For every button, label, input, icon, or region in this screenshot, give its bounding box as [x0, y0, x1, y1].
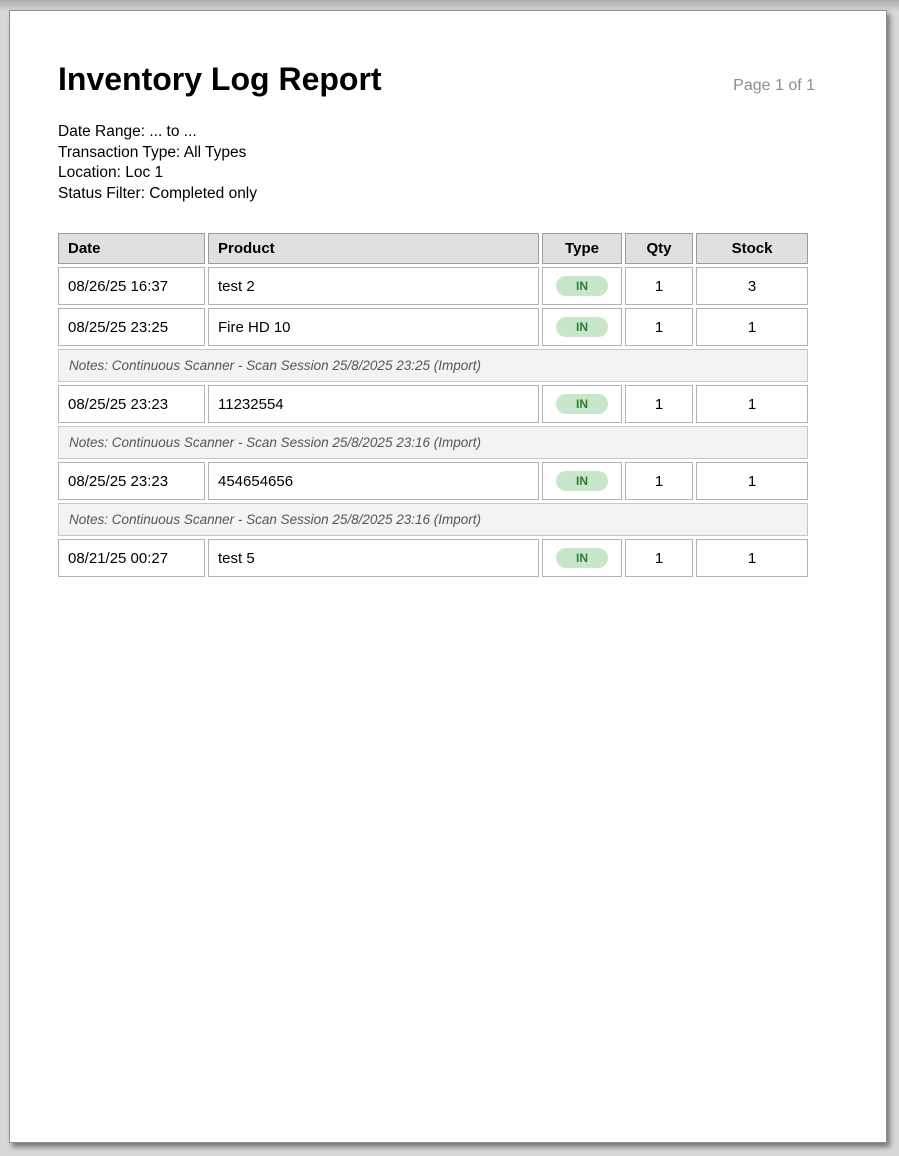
cell-product: 11232554: [208, 385, 539, 423]
column-header-qty: Qty: [625, 233, 693, 264]
page-title: Inventory Log Report: [58, 61, 382, 97]
column-header-date: Date: [58, 233, 205, 264]
cell-stock: 3: [696, 267, 808, 305]
type-badge-in: IN: [556, 548, 608, 568]
cell-stock: 1: [696, 308, 808, 346]
inventory-table-body: [58, 267, 808, 577]
notes-text: Notes: Continuous Scanner - Scan Session 25/8/2025 23:16 (Import): [58, 503, 808, 536]
cell-stock: 1: [696, 539, 808, 577]
column-header-stock: Stock: [696, 233, 808, 264]
cell-date: 08/26/25 16:37: [58, 267, 205, 305]
cell-date: 08/25/25 23:23: [58, 385, 205, 423]
filter-summary: [58, 122, 838, 204]
report-header: [58, 61, 815, 98]
cell-product: test 2: [208, 267, 539, 305]
cell-date: 08/25/25 23:25: [58, 308, 205, 346]
cell-qty: 1: [625, 308, 693, 346]
cell-stock: 1: [696, 385, 808, 423]
type-badge-in: IN: [556, 276, 608, 296]
type-badge-in: IN: [556, 317, 608, 337]
notes-text: Notes: Continuous Scanner - Scan Session 25/8/2025 23:16 (Import): [58, 426, 808, 459]
table-row: [58, 539, 808, 577]
filter-location: Location: Loc 1: [58, 164, 164, 181]
notes-row: [58, 426, 808, 459]
cell-qty: 1: [625, 462, 693, 500]
report-page: [9, 10, 887, 1143]
cell-date: 08/21/25 00:27: [58, 539, 205, 577]
notes-row: [58, 503, 808, 536]
page-indicator: Page 1 of 1: [733, 77, 815, 94]
cell-type: [542, 462, 622, 500]
cell-type: [542, 308, 622, 346]
table-row: [58, 462, 808, 500]
column-header-product: Product: [208, 233, 539, 264]
cell-product: Fire HD 10: [208, 308, 539, 346]
inventory-table: [55, 230, 811, 580]
cell-date: 08/25/25 23:23: [58, 462, 205, 500]
cell-stock: 1: [696, 462, 808, 500]
type-badge-in: IN: [556, 394, 608, 414]
cell-qty: 1: [625, 267, 693, 305]
cell-product: 454654656: [208, 462, 539, 500]
cell-type: [542, 385, 622, 423]
cell-type: [542, 267, 622, 305]
table-row: [58, 385, 808, 423]
type-badge-in: IN: [556, 471, 608, 491]
column-header-type: Type: [542, 233, 622, 264]
cell-qty: 1: [625, 539, 693, 577]
cell-product: test 5: [208, 539, 539, 577]
table-row: [58, 267, 808, 305]
notes-row: [58, 349, 808, 382]
filter-transaction-type: Transaction Type: All Types: [58, 143, 247, 161]
filter-status: Status Filter: Completed only: [58, 184, 258, 202]
cell-type: [542, 539, 622, 577]
notes-text: Notes: Continuous Scanner - Scan Session 25/8/2025 23:25 (Import): [58, 349, 808, 382]
filter-date-range: Date Range: ... to ...: [58, 123, 197, 140]
table-header-row: [58, 233, 808, 264]
cell-qty: 1: [625, 385, 693, 423]
table-row: [58, 308, 808, 346]
